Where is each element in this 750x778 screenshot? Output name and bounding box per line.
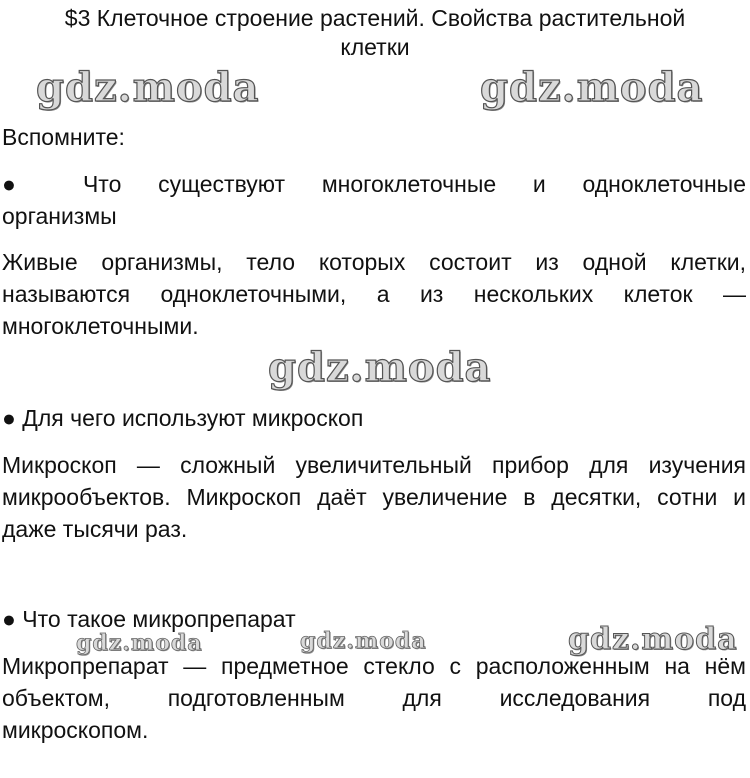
- answer-2: [2, 449, 746, 545]
- answer-2-line-3: даже тысячи раз.: [2, 516, 188, 542]
- answer-2-line-2: микрообъектов. Микроскоп даёт увеличение в десятки, сотни и: [2, 484, 746, 510]
- watermark-logo: gdz.moda: [480, 64, 704, 111]
- question-2: ● Для чего используют микроскоп: [2, 405, 364, 431]
- answer-3-line-1: Микропрепарат — предметное стекло с расположенным на нём: [2, 653, 746, 679]
- watermark-logo: gdz.moda: [268, 344, 492, 391]
- watermark-logo: gdz.moda: [568, 622, 738, 657]
- remember-heading: Вспомните:: [2, 124, 125, 150]
- question-1-line-2: организмы: [2, 203, 117, 229]
- question-1: [2, 168, 746, 232]
- answer-1-line-2: называются одноклеточными, а из нескольких клеток —: [2, 281, 746, 307]
- answer-3-line-2: объектом, подготовленным для исследования под: [2, 685, 746, 711]
- question-1-line-1: ● Что существуют многоклеточные и одноклеточные: [2, 171, 746, 197]
- question-3: ● Что такое микропрепарат: [2, 606, 296, 632]
- answer-1: [2, 246, 746, 342]
- answer-2-line-1: Микроскоп — сложный увеличительный прибор для изучения: [2, 452, 746, 478]
- answer-3: [2, 650, 746, 746]
- title-line-1: $3 Клеточное строение растений. Свойства растительной: [64, 5, 686, 31]
- page-title: [0, 4, 750, 62]
- title-line-2: клетки: [340, 34, 410, 60]
- answer-1-line-3: многоклеточными.: [2, 313, 199, 339]
- watermark-logo: gdz.moda: [36, 64, 260, 111]
- answer-1-line-1: Живые организмы, тело которых состоит из одной клетки,: [2, 249, 746, 275]
- watermark-logo: gdz.moda: [300, 628, 427, 654]
- watermark-logo: gdz.moda: [76, 630, 203, 656]
- answer-3-line-3: микроскопом.: [2, 717, 149, 743]
